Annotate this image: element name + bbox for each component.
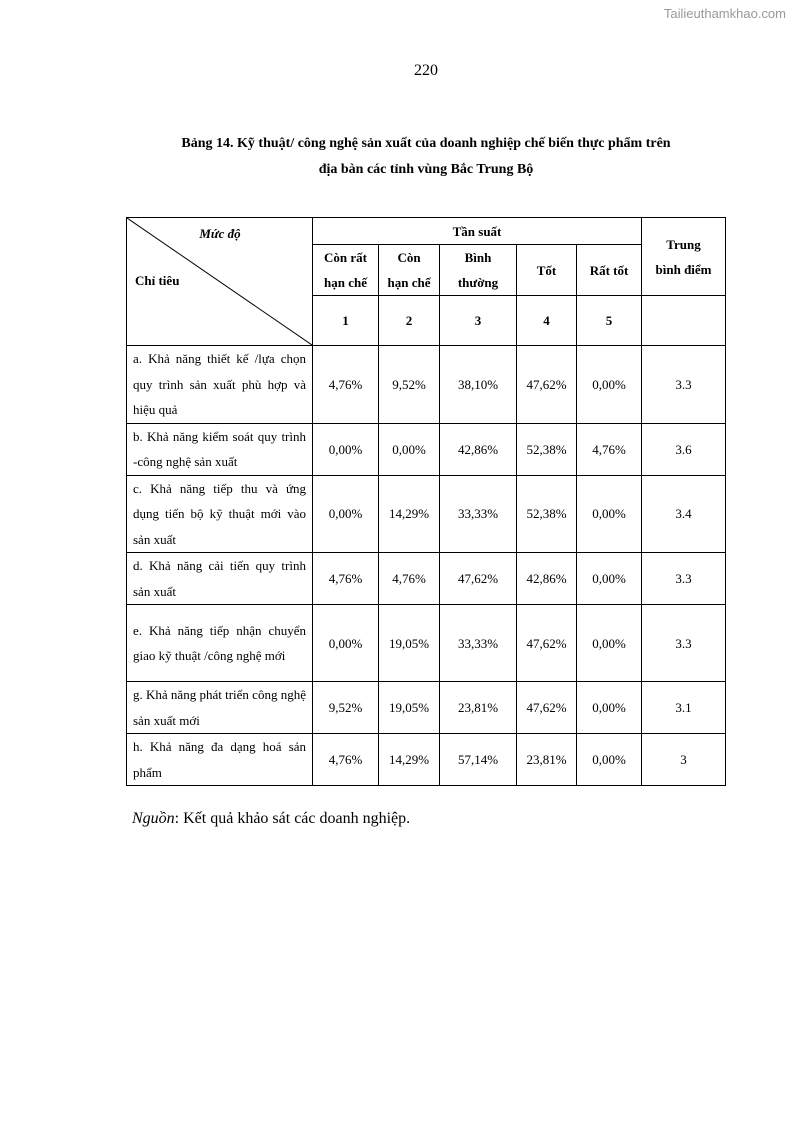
level-header-3 xyxy=(440,245,517,296)
value-cell: 23,81% xyxy=(517,734,577,786)
level-2-line-1: Còn xyxy=(397,250,421,265)
value-cell: 42,86% xyxy=(517,553,577,605)
value-cell: 47,62% xyxy=(440,553,517,605)
value-cell: 0,00% xyxy=(313,475,379,553)
level-header-5 xyxy=(577,245,642,296)
avg-cell: 3.3 xyxy=(642,553,726,605)
level-4-line-1: Tốt xyxy=(536,262,557,278)
table-row xyxy=(127,475,726,553)
value-cell: 52,38% xyxy=(517,475,577,553)
level-num-5: 5 xyxy=(577,296,642,346)
corner-top-label: Mức độ xyxy=(199,226,241,241)
value-cell: 0,00% xyxy=(577,346,642,424)
level-2-line-2: hạn chế xyxy=(387,275,431,290)
avg-header-line-2: bình điểm xyxy=(655,261,712,277)
value-cell: 42,86% xyxy=(440,423,517,475)
group-header-frequency: Tần suất xyxy=(313,218,642,245)
value-cell: 14,29% xyxy=(379,734,440,786)
table-row xyxy=(127,346,726,424)
value-cell: 19,05% xyxy=(379,682,440,734)
avg-header xyxy=(642,218,726,296)
level-3-line-1: Bình xyxy=(464,250,492,265)
avg-cell: 3.1 xyxy=(642,682,726,734)
value-cell: 0,00% xyxy=(577,734,642,786)
value-cell: 4,76% xyxy=(313,553,379,605)
level-header-1 xyxy=(313,245,379,296)
value-cell: 0,00% xyxy=(577,605,642,682)
avg-cell: 3 xyxy=(642,734,726,786)
table-row xyxy=(127,553,726,605)
criterion-cell: b. Khả năng kiểm soát quy trình -công nghệ sản xuất xyxy=(127,423,313,475)
criterion-cell: a. Khả năng thiết kế /lựa chọn quy trình sản xuất phù hợp và hiệu quả xyxy=(127,346,313,424)
source-label: Nguồn xyxy=(132,810,175,827)
caption-line-1: Bảng 14. Kỹ thuật/ công nghệ sản xuất của doanh nghiệp chế biến thực phẩm trên xyxy=(181,136,671,151)
level-num-blank xyxy=(642,296,726,346)
level-num-4: 4 xyxy=(517,296,577,346)
value-cell: 0,00% xyxy=(379,423,440,475)
value-cell: 0,00% xyxy=(577,475,642,553)
value-cell: 47,62% xyxy=(517,682,577,734)
corner-header-cell xyxy=(127,218,313,346)
value-cell: 23,81% xyxy=(440,682,517,734)
level-num-3: 3 xyxy=(440,296,517,346)
value-cell: 47,62% xyxy=(517,346,577,424)
level-1-line-2: hạn chế xyxy=(324,275,367,290)
criterion-cell: e. Khả năng tiếp nhận chuyển giao kỹ thuật /công nghệ mới xyxy=(127,605,313,682)
value-cell: 4,76% xyxy=(379,553,440,605)
table-row xyxy=(127,605,726,682)
caption-line-2: địa bàn các tỉnh vùng Bắc Trung Bộ xyxy=(318,162,534,177)
criterion-cell: g. Khả năng phát triển công nghệ sản xuất mới xyxy=(127,682,313,734)
value-cell: 33,33% xyxy=(440,475,517,553)
value-cell: 4,76% xyxy=(313,346,379,424)
source-note xyxy=(132,810,410,828)
level-num-2: 2 xyxy=(379,296,440,346)
table-row xyxy=(127,423,726,475)
level-3-line-2: thường xyxy=(457,275,499,290)
avg-cell: 3.4 xyxy=(642,475,726,553)
level-1-line-1: Còn rất xyxy=(324,250,367,265)
level-header-4 xyxy=(517,245,577,296)
header-row-1 xyxy=(127,218,726,245)
value-cell: 9,52% xyxy=(379,346,440,424)
source-text: : Kết quả khảo sát các doanh nghiệp. xyxy=(174,810,411,827)
value-cell: 0,00% xyxy=(313,605,379,682)
value-cell: 33,33% xyxy=(440,605,517,682)
avg-cell: 3.3 xyxy=(642,346,726,424)
level-num-1: 1 xyxy=(313,296,379,346)
survey-table xyxy=(126,217,726,786)
avg-cell: 3.3 xyxy=(642,605,726,682)
avg-header-line-1: Trung xyxy=(666,236,701,252)
value-cell: 19,05% xyxy=(379,605,440,682)
level-header-2 xyxy=(379,245,440,296)
criterion-cell: c. Khả năng tiếp thu và ứng dụng tiến bộ kỹ thuật mới vào sản xuất xyxy=(127,475,313,553)
value-cell: 52,38% xyxy=(517,423,577,475)
value-cell: 38,10% xyxy=(440,346,517,424)
criterion-cell: d. Khả năng cải tiến quy trình sản xuất xyxy=(127,553,313,605)
value-cell: 14,29% xyxy=(379,475,440,553)
value-cell: 9,52% xyxy=(313,682,379,734)
value-cell: 47,62% xyxy=(517,605,577,682)
value-cell: 4,76% xyxy=(577,423,642,475)
page-number: 220 xyxy=(414,62,438,79)
value-cell: 4,76% xyxy=(313,734,379,786)
table-row xyxy=(127,682,726,734)
value-cell: 0,00% xyxy=(577,682,642,734)
value-cell: 57,14% xyxy=(440,734,517,786)
avg-cell: 3.6 xyxy=(642,423,726,475)
watermark: Tailieuthamkhao.com xyxy=(663,6,786,21)
value-cell: 0,00% xyxy=(577,553,642,605)
criterion-cell: h. Khả năng đa dạng hoá sản phẩm xyxy=(127,734,313,786)
level-5-line-1: Rất tốt xyxy=(589,262,629,278)
corner-bottom-label: Chỉ tiêu xyxy=(135,273,180,288)
table-row xyxy=(127,734,726,786)
value-cell: 0,00% xyxy=(313,423,379,475)
table-caption xyxy=(0,131,794,183)
